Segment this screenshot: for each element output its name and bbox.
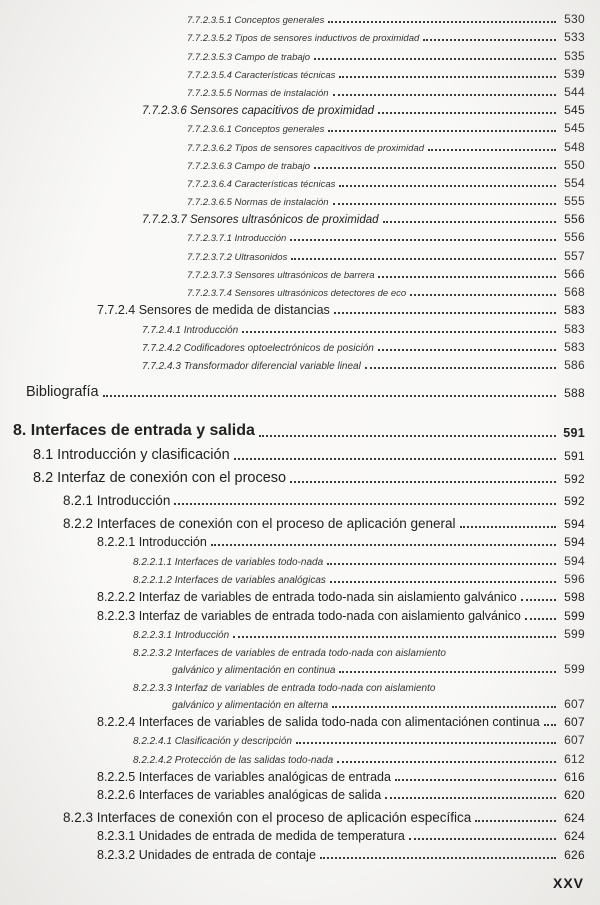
dot-leader [242,331,556,333]
toc-entry [0,843,585,861]
toc-entry [0,463,585,486]
page-number: 591 [563,425,585,440]
toc-entry [0,135,585,153]
toc-entry [0,63,585,81]
toc-entry-text: 7.7.2.3.5.2 Tipos de sensores inductivos de proximidad [187,33,420,45]
toc-entry-text: galvánico y alimentación en continua [172,664,336,676]
dot-leader [290,481,556,483]
toc-entry-text: 7.7.2.3.6.5 Normas de instalación [187,197,329,209]
toc-entry [0,729,585,747]
page-number: 594 [564,535,585,550]
page-number: 545 [564,103,585,118]
toc-entry-text: 7.7.2.3.5.5 Normas de instalación [187,87,329,99]
toc-entry-text: 8.2.2.1.2 Interfaces de variables analógicas [133,574,326,586]
toc-entry [0,711,585,729]
toc-entry [0,586,585,604]
toc-entry-text: 7.7.2.3.5.1 Conceptos generales [187,15,325,27]
toc-entry-text: 7.7.2.3.7.3 Sensores ultrasónicos de barrera [187,269,375,281]
toc-entry-text: 8.2.2.4.2 Protección de las salidas todo-nada [133,754,334,766]
page-number: 583 [564,339,585,354]
dot-leader [332,706,556,708]
dot-leader [333,203,556,205]
page-number: 544 [564,84,585,99]
page-number: 607 [564,715,585,729]
page-number: 568 [564,285,585,299]
toc-entry [0,766,585,784]
toc-entry [0,208,585,226]
footer-page-number: XXV [552,875,584,891]
page-number: 594 [564,553,585,568]
toc-entry [0,376,585,400]
toc-entry [0,117,585,135]
toc-entry [0,549,585,567]
page-number: 598 [564,590,585,605]
dot-leader [475,820,556,822]
page-number: 624 [564,829,585,844]
page-number: 548 [564,139,585,154]
page-number: 607 [564,696,585,711]
page-number: 596 [564,571,585,586]
dot-leader [290,239,556,241]
toc-entry-text: 7.7.2.3.6.3 Campo de trabajo [187,160,311,172]
toc-entry [0,26,585,44]
toc-entry-text: 8.2 Interfaz de conexión con el proceso [33,469,287,486]
dot-leader [337,761,556,763]
toc-entry [0,604,585,622]
dot-leader [314,167,556,169]
dot-leader [525,618,556,620]
toc-entry-text: 8.2.2.4.1 Clasificación y descripción [133,736,292,748]
page-number: 556 [564,230,585,245]
toc-entry-text: 7.7.2.3.5.3 Campo de trabajo [187,51,311,63]
dot-leader [291,258,556,260]
dot-leader [314,58,556,60]
toc-entry-text: 7.7.2.3.7.2 Ultrasonidos [187,251,288,263]
dot-leader [378,276,556,278]
toc-entry [0,299,585,317]
dot-leader [327,563,556,565]
page-number: 620 [564,788,585,803]
page-number: 591 [564,448,585,463]
toc-entry-text: 8.1 Introducción y clasificación [33,446,230,463]
page-number: 530 [564,12,585,27]
dot-leader [428,149,556,151]
page-number: 616 [564,769,585,784]
toc-entry [0,694,585,711]
toc-entry [0,317,585,335]
dot-leader [174,503,556,505]
toc-entry [0,802,585,825]
dot-leader [320,857,556,859]
page-number: 545 [564,121,585,136]
toc-entry [0,531,585,549]
toc-entry-text: 7.7.2.4.2 Codificadores optoelectrónicos de posición [142,342,374,354]
dot-leader [409,838,556,840]
toc-entry [0,623,585,641]
dot-leader [334,312,556,314]
page-number: 539 [564,66,585,81]
toc-entry-text: 8.2.2.5 Interfaces de variables analógicas de entrada [97,769,391,784]
page-number: 592 [564,494,585,509]
toc-entry [0,440,585,463]
toc-entry [0,281,585,299]
dot-leader [330,581,556,583]
dot-leader [383,221,556,223]
dot-leader [328,130,556,132]
dot-leader [544,724,556,726]
page-number: 607 [564,733,585,748]
dot-leader [211,544,556,546]
toc-entry [0,676,585,694]
toc-entry-text: 7.7.2.3.5.4 Características técnicas [187,69,336,81]
toc-entry-text: 7.7.2.4.3 Transformador diferencial variable lineal [142,360,361,372]
toc-entry-text: 8.2.2.3.3 Interfaz de variables de entrada todo-nada con aislamiento [133,683,436,695]
dot-leader [385,797,556,799]
toc-entry-text: 7.7.2.3.6.4 Características técnicas [187,178,336,190]
dot-leader [233,636,556,638]
page-number: 557 [564,248,585,263]
toc-entry [0,263,585,281]
toc-entry-text: 8.2.2.2 Interfaz de variables de entrada todo-nada sin aislamiento galvánico [97,590,517,605]
toc-entry [0,747,585,765]
page-number: 586 [564,357,585,372]
toc-entry-text: 7.7.2.3.7 Sensores ultrasónicos de proximidad [142,214,379,227]
dot-leader [339,185,556,187]
toc-entry-text: 8.2.2.3.2 Interfaces de variables de entrada todo-nada con aislamiento [133,648,446,660]
toc-entry [0,486,585,509]
toc-entry [0,354,585,372]
toc-entry [0,641,585,659]
dot-leader [395,779,556,781]
dot-leader [103,395,556,397]
dot-leader [339,671,556,673]
page-number: 583 [564,303,585,318]
toc-entry [0,659,585,676]
dot-leader [460,526,556,528]
dot-leader [521,599,556,601]
toc-entry-text: 8.2.2.1 Introducción [97,535,207,550]
dot-leader [259,435,556,437]
page-number: 583 [564,321,585,336]
page-number: 550 [564,157,585,172]
toc-entry [0,99,585,117]
toc-entry [0,244,585,262]
page-number: 594 [564,516,585,531]
toc-entry-text: 7.7.2.3.6 Sensores capacitivos de proximidad [142,105,375,118]
toc-entry-text: 7.7.2.3.7.1 Introducción [187,233,287,245]
page-number: 566 [564,266,585,281]
toc-entry [0,336,585,354]
toc-entry [0,190,585,208]
page-number: 599 [564,661,585,676]
dot-leader [423,39,556,41]
toc-entry-text: 7.7.2.4.1 Introducción [142,324,239,336]
toc-entry-text: 8. Interfaces de entrada y salida [13,421,255,439]
toc-entry [0,8,585,26]
toc-entry [0,784,585,802]
toc-entry-text: 8.2.2.4 Interfaces de variables de salida todo-nada con alimentaciónen continua [97,715,540,729]
toc-entry-text: 8.2.3 Interfaces de conexión con el proceso de aplicación específica [63,809,472,825]
dot-leader [328,21,556,23]
toc-entry-text: 7.7.2.4 Sensores de medida de distancias [97,303,330,318]
toc-entry [0,81,585,99]
toc-entry [0,172,585,190]
page-number: 588 [564,385,585,400]
toc-entry-text: 7.7.2.3.6.1 Conceptos generales [187,124,325,136]
dot-leader [378,349,556,351]
dot-leader [296,742,556,744]
toc-entry [0,154,585,172]
toc-entry-text: 7.7.2.3.7.4 Sensores ultrasónicos detectores de eco [187,288,407,299]
page-number: 592 [564,471,585,486]
toc-entry [0,44,585,62]
toc-entry-text: 8.2.3.2 Unidades de entrada de contaje [97,847,316,862]
toc-entry-text: 8.2.2.3 Interfaz de variables de entrada todo-nada con aislamiento galvánico [97,608,521,623]
toc-entry-text: 8.2.2 Interfaces de conexión con el proceso de aplicación general [63,515,456,531]
toc-entry [0,414,585,440]
page-number: 555 [564,194,585,209]
dot-leader [410,294,556,296]
toc-entry [0,508,585,531]
page-number: 599 [564,627,585,642]
toc-entry [0,825,585,843]
dot-leader [333,94,556,96]
page-number: 599 [564,608,585,623]
toc-entry [0,226,585,244]
page-number: 556 [564,212,585,227]
page-number: 535 [564,48,585,63]
toc-entry-text: Bibliografía [26,383,99,400]
toc-entry-text: 7.7.2.3.6.2 Tipos de sensores capacitivos de proximidad [187,142,425,154]
toc-entry-text: 8.2.1 Introducción [63,493,171,509]
toc-entry [0,568,585,586]
dot-leader [234,458,556,460]
toc-entry-text: 8.2.2.3.1 Introducción [133,630,230,642]
toc-entry-text: 8.2.2.1.1 Interfaces de variables todo-nada [133,556,324,568]
dot-leader [339,76,556,78]
page-number: 612 [564,751,585,766]
toc-entry-text: 8.2.2.6 Interfaces de variables analógicas de salida [97,788,382,803]
toc-entry-text: galvánico y alimentación en alterna [172,699,329,711]
dot-leader [365,367,556,369]
dot-leader [378,112,556,114]
page-number: 554 [564,175,585,190]
toc-list [0,8,585,862]
toc-entry-text: 8.2.3.1 Unidades de entrada de medida de temperatura [97,829,405,844]
page-number: 624 [564,810,585,825]
page-number: 533 [564,30,585,45]
page-number: 626 [564,847,585,862]
